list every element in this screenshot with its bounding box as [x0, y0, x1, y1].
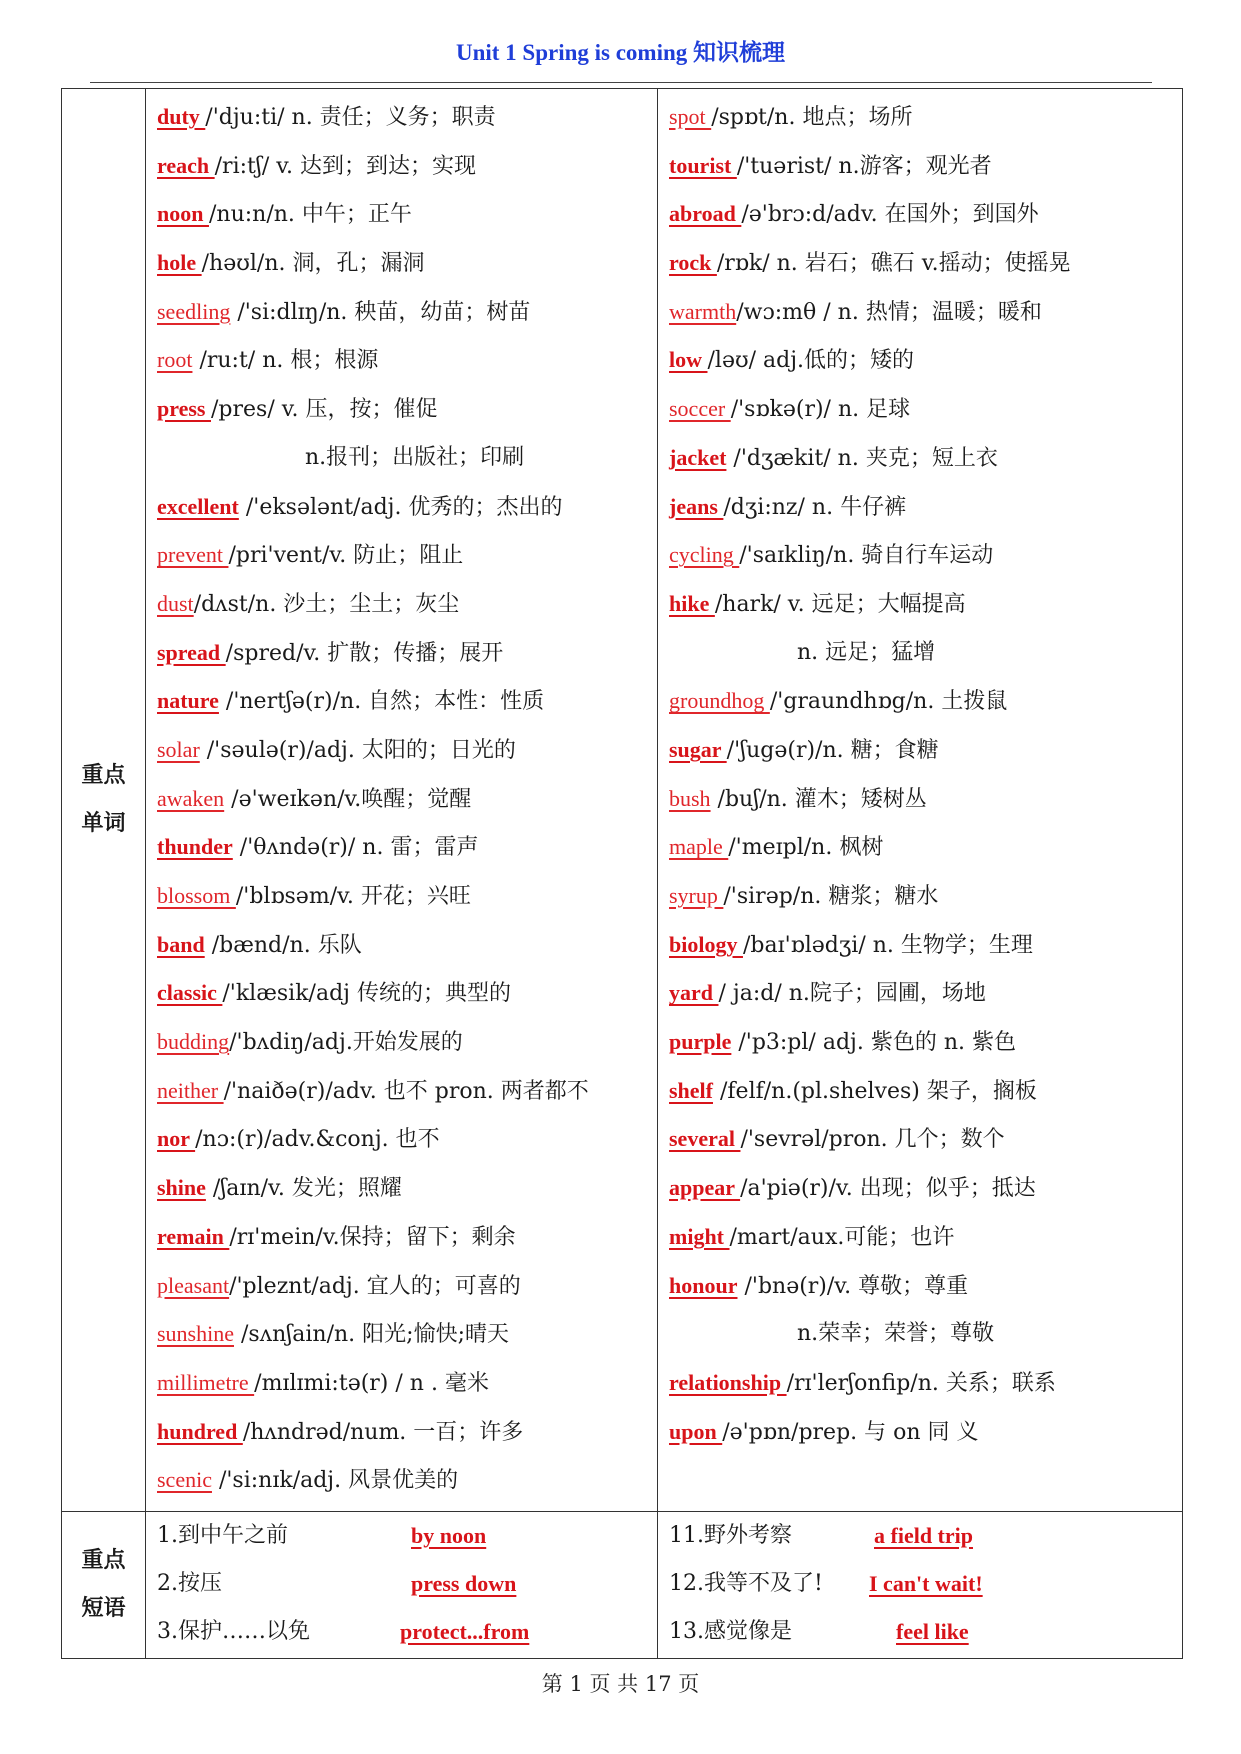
category-words: [62, 89, 146, 1512]
vocab-definition: /ə'pɒn/prep. 与 on 同 义: [722, 1419, 979, 1445]
vocab-row: [157, 483, 657, 532]
vocab-definition: /'saɪkliŋ/n. 骑自行车运动: [739, 543, 994, 569]
vocab-word: dust: [157, 590, 194, 616]
vocab-word: upon: [669, 1418, 723, 1444]
vocab-word: prevent: [157, 542, 229, 568]
vocab-row: [157, 1018, 657, 1067]
vocab-definition: /'bnə(r)/v. 尊敬；尊重: [737, 1273, 969, 1299]
vocab-definition: /felf/n.(pl.shelves) 架子，搁板: [713, 1078, 1037, 1104]
vocab-row: [669, 1408, 1182, 1457]
vocab-definition: /spred/v. 扩散；传播；展开: [225, 640, 504, 666]
vocab-word: millimetre: [157, 1369, 255, 1395]
vocab-word: budding: [157, 1029, 230, 1055]
vocab-row: [157, 872, 657, 921]
vocab-word: jeans: [669, 493, 724, 519]
phrase-english-answer: I can't wait!: [869, 1570, 983, 1596]
vocab-word: bush: [669, 785, 711, 811]
vocab-row: [669, 1359, 1182, 1408]
phrases-right-column: [658, 1511, 1183, 1658]
phrase-chinese: 1.到中午之前: [157, 1522, 288, 1548]
vocab-word: sunshine: [157, 1321, 234, 1347]
vocab-word: purple: [669, 1029, 732, 1055]
vocab-row: [157, 1359, 657, 1408]
vocab-row: [157, 580, 657, 629]
vocab-row: [157, 677, 657, 726]
category-phrases: [62, 1511, 146, 1658]
vocab-row: [157, 1115, 657, 1164]
vocab-definition: /hark/ v. 远足；大幅提高: [714, 591, 966, 617]
vocab-definition: /'dʒækit/ n. 夹克；短上衣: [726, 445, 998, 471]
vocab-word: cycling: [669, 542, 740, 568]
vocab-word: jacket: [669, 444, 727, 470]
vocab-word: thunder: [157, 834, 233, 860]
vocab-definition: /'eksələnt/adj. 优秀的；杰出的: [238, 494, 563, 520]
vocab-definition: /spɒt/n. 地点；场所: [711, 105, 913, 130]
vocab-word: scenic: [157, 1467, 212, 1493]
vocab-definition: /mart/aux.可能；也许: [729, 1224, 955, 1250]
category-phrases-label: 重点 短语: [81, 1547, 126, 1621]
vocab-definition: /rɪ'mein/v.保持；留下；剩余: [229, 1224, 516, 1250]
vocab-row: [669, 580, 1182, 629]
vocab-word: hole: [157, 250, 202, 276]
vocab-word: excellent: [157, 493, 239, 519]
vocab-row: [157, 1262, 657, 1311]
phrase-chinese: 12.我等不及了!: [669, 1570, 823, 1596]
vocab-row: [669, 483, 1182, 532]
phrase-chinese: 11.野外考察: [669, 1522, 792, 1548]
phrases-section: [62, 1511, 1183, 1658]
vocab-definition: /rɒk/ n. 岩石；礁石 v.摇动；使摇晃: [716, 251, 1071, 277]
vocab-word: reach: [157, 152, 215, 178]
vocab-definition: /a'piə(r)/v. 出现；似乎；抵达: [740, 1176, 1036, 1202]
vocab-word: maple: [669, 834, 729, 860]
vocab-word: remain: [157, 1223, 230, 1249]
vocab-definition: /nu:n/n. 中午；正午: [208, 202, 412, 228]
vocab-row: [157, 921, 657, 970]
vocab-extra-meaning: n. 远足；猛增: [797, 639, 936, 665]
phrase-english-answer: press down: [411, 1570, 517, 1596]
vocab-row: [157, 336, 657, 385]
vocab-word: noon: [157, 201, 209, 227]
vocab-row: [157, 1067, 657, 1116]
vocab-definition: /'si:dlɪŋ/n. 秧苗，幼苗；树苗: [230, 299, 531, 325]
vocab-row: [669, 434, 1182, 483]
vocab-row: [669, 1310, 1182, 1359]
vocab-row: [157, 726, 657, 775]
vocab-definition: /ə'weɪkən/v.唤醒；觉醒: [224, 786, 472, 812]
vocab-word: relationship: [669, 1369, 787, 1395]
phrase-chinese: 2.按压: [157, 1570, 222, 1596]
vocab-row: [669, 385, 1182, 434]
vocab-definition: /'naiðə(r)/adv. 也不 pron. 两者都不: [223, 1078, 589, 1104]
vocab-definition: /buʃ/n. 灌木；矮树丛: [710, 786, 927, 812]
vocab-word: low: [669, 347, 708, 373]
knowledge-table: [61, 88, 1183, 1659]
vocab-row: [157, 239, 657, 288]
vocab-row: [157, 629, 657, 678]
vocab-definition: /hʌndrəd/num. 一百；许多: [242, 1419, 524, 1445]
vocab-word: hike: [669, 590, 715, 616]
vocab-definition: /ə'brɔ:d/adv. 在国外；到国外: [741, 202, 1039, 228]
vocab-definition: /mɪlɪmi:tə(r) / n . 毫米: [254, 1370, 489, 1396]
vocab-row: [157, 1456, 657, 1505]
vocab-definition: /sʌnʃain/n. 阳光;愉快;晴天: [234, 1322, 509, 1348]
phrase-english-answer: a field trip: [874, 1522, 973, 1548]
vocab-definition: /ləʊ/ adj.低的；矮的: [707, 348, 915, 374]
vocab-definition: /'klæsik/adj 传统的；典型的: [222, 981, 511, 1007]
vocab-word: press: [157, 396, 211, 422]
vocab-definition: /'nertʃə(r)/n. 自然；本性：性质: [218, 689, 545, 715]
vocab-word: shine: [157, 1175, 206, 1201]
vocab-row: [157, 93, 657, 142]
vocab-word: syrup: [669, 883, 724, 908]
vocab-row: [669, 872, 1182, 921]
vocab-definition: /'graundhɒg/n. 土拨鼠: [769, 689, 1008, 715]
vocab-row: [669, 1213, 1182, 1262]
vocab-word: spot: [669, 104, 712, 129]
vocab-definition: /ri:tʃ/ v. 达到；到达；实现: [214, 153, 477, 179]
vocab-word: blossom: [157, 883, 236, 908]
vocab-word: neither: [157, 1077, 224, 1103]
vocab-row: [669, 288, 1182, 337]
vocab-definition: /'sɒkə(r)/ n. 足球: [730, 397, 911, 423]
vocab-word: hundred: [157, 1418, 243, 1444]
vocab-row: [669, 1262, 1182, 1311]
vocab-definition: /'bʌdiŋ/adj.开始发展的: [229, 1030, 463, 1056]
vocab-definition: /ʃaɪn/v. 发光；照耀: [205, 1176, 402, 1202]
vocab-row: [669, 677, 1182, 726]
vocab-row: [669, 1067, 1182, 1116]
vocab-word: duty: [157, 104, 206, 129]
vocab-word: tourist: [669, 152, 737, 178]
vocab-row: [669, 726, 1182, 775]
vocab-row: [669, 239, 1182, 288]
vocab-row: [669, 823, 1182, 872]
vocab-definition: /dʒi:nz/ n. 牛仔裤: [723, 494, 907, 520]
words-right-column: [658, 89, 1183, 1512]
vocab-word: several: [669, 1126, 741, 1152]
vocab-definition: /'ʃugə(r)/n. 糖；食糖: [726, 737, 939, 763]
vocab-definition: /rɪ'lerʃonfip/n. 关系；联系: [786, 1370, 1056, 1396]
vocab-definition: /dʌst/n. 沙土；尘土；灰尘: [193, 591, 460, 617]
vocab-row: [669, 629, 1182, 678]
words-left-column: [146, 89, 658, 1512]
vocab-word: awaken: [157, 785, 225, 811]
vocab-row: [669, 1115, 1182, 1164]
vocab-definition: /'θʌndə(r)/ n. 雷；雷声: [232, 835, 479, 861]
vocab-word: biology: [669, 931, 743, 957]
phrase-row: [669, 1608, 1182, 1656]
vocab-row: [157, 190, 657, 239]
vocab-word: yard: [669, 980, 719, 1006]
phrase-chinese: 3.保护……以免: [157, 1618, 310, 1644]
vocab-word: seedling: [157, 298, 231, 324]
vocab-row: [669, 93, 1182, 142]
title-divider: [90, 82, 1152, 83]
phrase-row: [157, 1608, 657, 1656]
vocab-row: [669, 1164, 1182, 1213]
phrase-row: [669, 1512, 1182, 1560]
vocab-word: spread: [157, 639, 226, 665]
vocab-extra-meaning: n.荣幸；荣誉；尊敬: [797, 1321, 995, 1347]
phrase-row: [157, 1512, 657, 1560]
vocab-row: [157, 434, 657, 483]
vocab-row: [157, 531, 657, 580]
phrase-row: [157, 1560, 657, 1608]
vocab-row: [157, 1408, 657, 1457]
vocab-definition: /'səulə(r)/adj. 太阳的；日光的: [199, 737, 516, 763]
vocab-word: pleasant: [157, 1272, 230, 1298]
vocab-word: soccer: [669, 396, 731, 422]
vocab-extra-meaning: n.报刊；出版社；印刷: [305, 444, 525, 470]
vocab-definition: /'pleznt/adj. 宜人的；可喜的: [229, 1273, 521, 1299]
category-words-label: 重点 单词: [81, 762, 126, 836]
vocab-definition: /'sevrəl/pron. 几个；数个: [740, 1127, 1005, 1153]
vocab-definition: /'sirəp/n. 糖浆；糖水: [723, 884, 939, 909]
vocab-word: appear: [669, 1175, 741, 1201]
vocab-row: [157, 1310, 657, 1359]
vocab-word: rock: [669, 250, 717, 276]
vocab-definition: /nɔ:(r)/adv.&conj. 也不: [195, 1127, 440, 1153]
words-section: [62, 89, 1183, 1512]
vocab-word: honour: [669, 1272, 738, 1298]
vocab-word: might: [669, 1223, 730, 1249]
vocab-row: [669, 775, 1182, 824]
vocab-row: [157, 1164, 657, 1213]
vocab-row: [157, 1213, 657, 1262]
vocab-definition: /ru:t/ n. 根；根源: [192, 348, 379, 374]
vocab-word: root: [157, 347, 193, 373]
vocab-word: band: [157, 931, 205, 957]
vocab-definition: /wɔ:mθ / n. 热情；温暖；暖和: [736, 299, 1042, 325]
vocab-definition: /pri'vent/v. 防止；阻止: [228, 543, 464, 569]
vocab-word: sugar: [669, 736, 727, 762]
vocab-row: [669, 142, 1182, 191]
vocab-definition: /pres/ v. 压，按；催促: [211, 397, 438, 423]
vocab-row: [157, 823, 657, 872]
vocab-definition: /həʊl/n. 洞，孔；漏洞: [201, 251, 425, 277]
phrase-chinese: 13.感觉像是: [669, 1618, 792, 1644]
vocab-word: abroad: [669, 201, 742, 227]
phrase-row: [669, 1560, 1182, 1608]
phrase-english-answer: feel like: [896, 1618, 969, 1644]
phrases-left-column: [146, 1511, 658, 1658]
vocab-word: nor: [157, 1126, 196, 1152]
vocab-word: shelf: [669, 1077, 713, 1103]
vocab-row: [157, 969, 657, 1018]
vocab-definition: /'blɒsəm/v. 开花；兴旺: [235, 884, 471, 909]
vocab-row: [157, 288, 657, 337]
vocab-definition: /'dju:ti/ n. 责任；义务；职责: [205, 105, 496, 130]
vocab-word: warmth: [669, 298, 737, 324]
vocab-definition: /'tuərist/ n.游客；观光者: [736, 153, 992, 179]
vocab-definition: /baɪ'ɒlədʒi/ n. 生物学；生理: [742, 932, 1033, 958]
vocab-row: [157, 385, 657, 434]
vocab-definition: /bænd/n. 乐队: [204, 932, 362, 958]
phrase-english-answer: by noon: [411, 1522, 487, 1548]
vocab-row: [669, 190, 1182, 239]
vocab-word: solar: [157, 736, 200, 762]
vocab-definition: /'p3:pl/ adj. 紫色的 n. 紫色: [731, 1030, 1016, 1056]
page-footer: 第 1 页 共 17 页: [541, 1672, 700, 1696]
vocab-word: groundhog: [669, 688, 770, 714]
vocab-definition: / ja:d/ n.院子；园圃，场地: [718, 981, 986, 1007]
vocab-row: [669, 1018, 1182, 1067]
page-title: Unit 1 Spring is coming 知识梳理: [455, 40, 786, 65]
vocab-definition: /'meɪpl/n. 枫树: [728, 835, 884, 861]
vocab-word: nature: [157, 688, 219, 714]
vocab-row: [669, 336, 1182, 385]
vocab-row: [669, 531, 1182, 580]
phrase-english-answer: protect...from: [400, 1618, 530, 1644]
vocab-row: [669, 969, 1182, 1018]
vocab-definition: /'si:nɪk/adj. 风景优美的: [211, 1468, 459, 1494]
vocab-word: classic: [157, 980, 223, 1006]
vocab-row: [669, 921, 1182, 970]
vocab-row: [157, 775, 657, 824]
vocab-row: [157, 142, 657, 191]
